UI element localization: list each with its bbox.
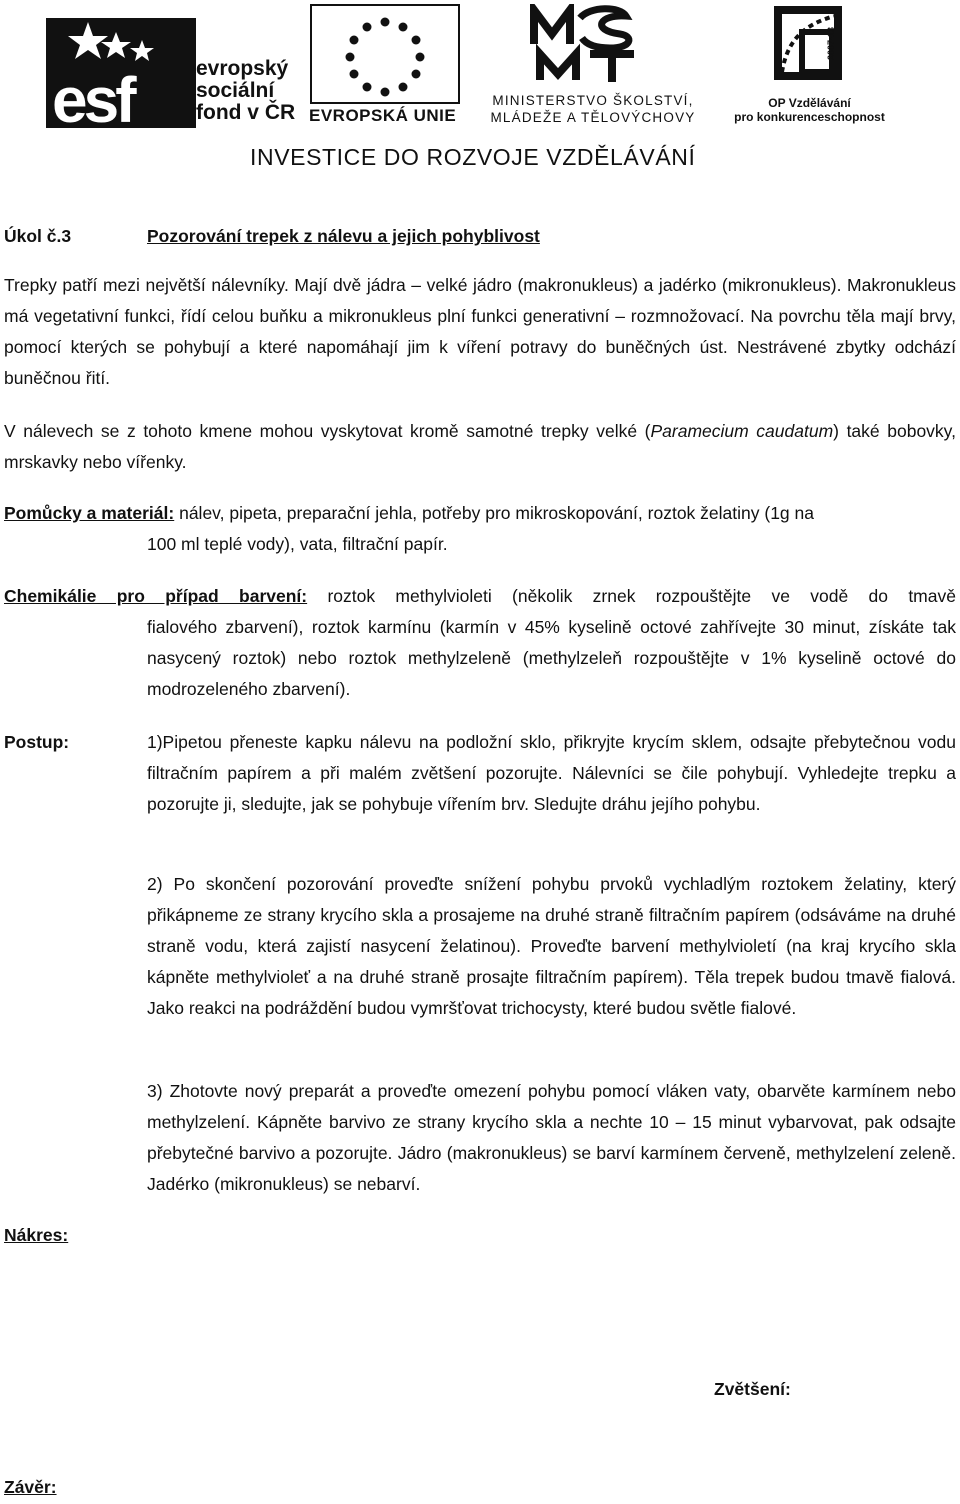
msmt-mark-icon [530,4,640,84]
esf-logo [46,10,196,128]
chemicals-block [4,581,956,612]
drawing-label: Nákres: [4,1225,69,1245]
msmt-logo [530,4,640,84]
procedure-step-2: 2) Po skončení pozorování proveďte snížení pohybu prvoků vychladlým roztokem želatiny, který přikápneme ze strany krycího skla a prosajeme na druhé straně filtračním papírem (odsáváme na druhé straně vodu, která zajistí nasycení želatinou). Proveďte barvení methylvioletí (na kraj krycího skla kápněte methylvioleť a na druhé straně prosajte filtračním papírem). Těla trepek budou tmavě fialová. Jako reakci na podráždění budou vymršťovat trichocysty, které budou světle fialové. [147,874,956,1018]
op-text: OP Vzdělávání pro konkurenceschopnost [734,96,885,124]
intro-paragraph-2 [4,416,956,478]
chemicals-first-line: roztok methylvioleti (několik zrnek rozpouštějte ve vodě do tmavě [327,586,956,606]
materials-first-line: nálev, pipeta, preparační jehla, potřeby pro mikroskopování, roztok želatiny (1g na [179,503,814,523]
intro-text-after: ) také bobovky, mrskavky nebo vířenky. [4,421,956,472]
investice-slogan: INVESTICE DO ROZVOJE VZDĚLÁVÁNÍ [250,144,696,170]
eu-stars-icon [310,4,460,104]
materials-second-line: 100 ml teplé vody), vata, filtrační papír. [147,534,448,554]
species-name: Paramecium caudatum [650,421,834,441]
svg-text:esf: esf [52,64,133,128]
conclusion-label: Závěr: [4,1477,57,1497]
msmt-text: MINISTERSTVO ŠKOLSTVÍ, MLÁDEŽE A TĚLOVÝCHOVY [490,93,696,125]
op-years: 2007-13 [826,26,836,60]
esf-logo-mark [46,10,196,128]
materials-label: Pomůcky a materiál: [4,503,175,523]
procedure-step-3: 3) Zhotovte nový preparát a proveďte omezení pohybu pomocí vláken vaty, obarvěte karmínem nebo methylzelení. Kápněte barvivo ze strany krycího skla a nechte 10 – 15 minut vybarvovat, pak odsajte přebytečné barvivo a pozorujte. Jádro (makronukleus) se barví karmínem červeně, methylzelení zeleně. Jadérko (mikronukleus) se nebarví. [147,1081,956,1194]
chemicals-rest: fialového zbarvení), roztok karmínu (karmín v 45% kyselině octové zahřívejte 30 minut, získáte tak nasycený roztok) nebo roztok methylzeleně (methylzeleň rozpouštějte v 1% kyselině octové do modrozeleného zbarvení). [147,617,956,699]
procedure-label: Postup: [4,732,70,752]
procedure-step-1: 1)Pipetou přeneste kapku nálevu na podložní sklo, přikryjte krycím sklem, odsajte přebytečnou vodu filtračním papírem a při malém zvětšení pozorujte. Nálevníci se čile pohybují. Vyhledejte trepku a pozorujte ji, sledujte, jak se pohybuje vířením brv. Sledujte dráhu jejího pohybu. [147,732,956,814]
intro-paragraph-1: Trepky patří mezi největší nálevníky. Mají dvě jádra – velké jádro (makronukleus) a jadérko (mikronukleus). Makronukleus má vegetativní funkci, řídí celou buňku a mikronukleus plní funkci generativní – rozmnožovací. Na povrchu těla mají brvy, pomocí kterých se pohybují a které napomáhají jim k víření potravy do buněčných úst. Nestrávené zbytky odchází buněčnou řití. [4,275,956,388]
op-logo [768,6,858,88]
header-logos [0,0,960,180]
eu-flag [310,4,460,104]
task-number: Úkol č.3 [4,226,72,246]
eu-text: EVROPSKÁ UNIE [309,106,457,125]
esf-text: evropský sociální fond v ČR [196,57,296,124]
materials-block [4,498,956,529]
task-title: Pozorování trepek z nálevu a jejich pohyblivost [147,226,540,246]
magnification-label: Zvětšení: [714,1379,791,1399]
op-mark-icon [768,6,858,88]
chemicals-label: Chemikálie pro případ barvení: [4,586,308,606]
intro-text-before: V nálevech se z tohoto kmene mohou vyskytovat kromě samotné trepky velké ( [4,421,651,441]
